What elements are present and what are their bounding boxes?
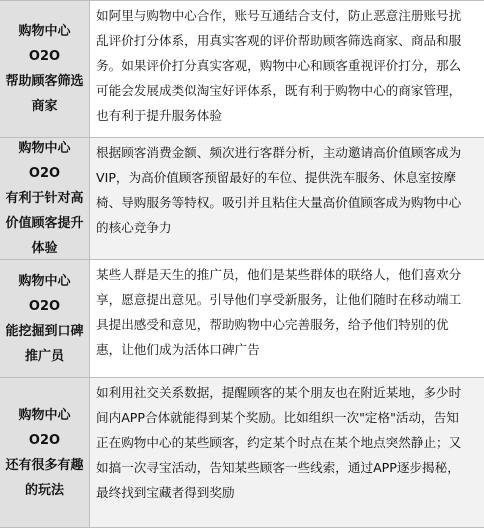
row-label: 购物中心O2O 有利于针对高 价值顾客提升 体验 <box>5 141 84 256</box>
row-label: 购物中心O2O 还有很多有趣 的玩法 <box>5 407 84 498</box>
row-label: 购物中心O2O 帮助顾客筛选 商家 <box>5 24 84 114</box>
row-content-cell <box>90 378 484 527</box>
row-label-cell <box>0 1 90 137</box>
row-label: 购物中心O2O 能挖掘到口碑 推广员 <box>5 273 84 364</box>
table-row <box>0 1 484 138</box>
row-label-cell <box>0 378 90 527</box>
row-content: 某些人群是天生的推广员，他们是某些群体的联络人，他们喜欢分 享，愿意提出意见。引导他们享受新服务，让他们随时在移动端工 具提出感受和意见，帮助购物中心完善服务，给予他们特别的优 惠，让他们成为活体口碑广告 <box>96 267 462 357</box>
row-label-cell <box>0 138 90 259</box>
row-content: 如利用社交关系数据，提醒顾客的某个朋友也在附近某地，多少时 间内APP合体就能得到某个奖励。比如组织一次"定格"活动，告知 正在购物中心的某些顾客，约定某个时点在某个地点突然静止；又 如搞一次寻宝活动，告知某些顾客一些线索，通过APP逐步揭秘， 最终找到宝藏者得到奖励 <box>96 385 462 500</box>
row-content-cell <box>90 138 484 259</box>
table-row <box>0 138 484 260</box>
row-content: 如阿里与购物中心合作，账号互通结合支付，防止恶意注册账号扰 乱评价打分体系，用真实客观的评价帮助顾客筛选商家、商品和服 务。如果评价打分真实客观，购物中心和顾客重视评价打分，那么 可能会发展成类似淘宝好评体系，既有利于购物中心的商家管理， 也有利于提升服务体验 <box>96 8 462 123</box>
row-content: 根据顾客消费金额、频次进行客群分析，主动邀请高价值顾客成为 VIP，为高价值顾客预留最好的车位、提供洗车服务、休息室按摩 椅、导购服务等特权。吸引并且粘住大量高价值顾客成为购物中心 的核心竞争力 <box>96 145 462 235</box>
table-row <box>0 378 484 528</box>
row-content-cell <box>90 260 484 377</box>
row-content-cell <box>90 1 484 137</box>
table-row <box>0 260 484 378</box>
row-label-cell <box>0 260 90 377</box>
